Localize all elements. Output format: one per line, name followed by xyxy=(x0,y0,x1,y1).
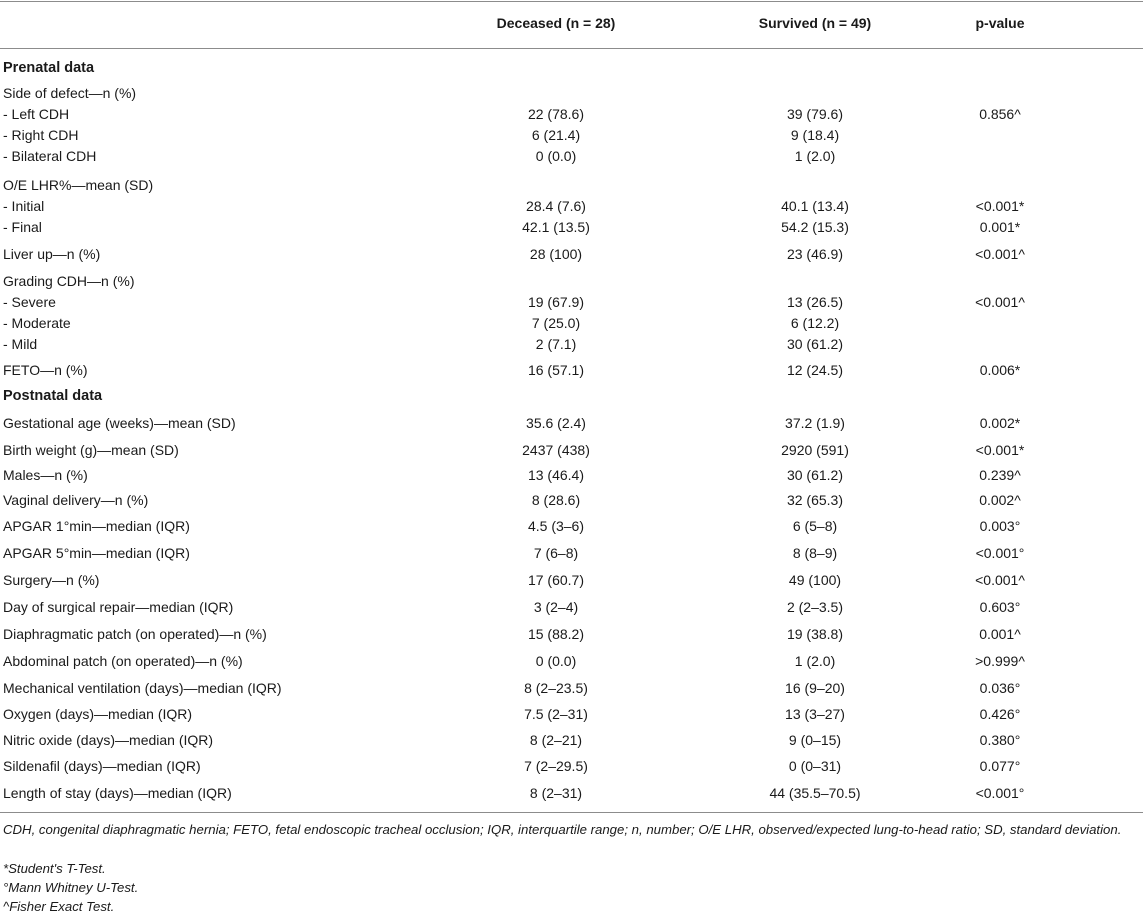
row-label: Day of surgical repair—median (IQR) xyxy=(3,599,234,615)
row-label: - Left CDH xyxy=(3,106,70,122)
cell-deceased: 7 (2–29.5) xyxy=(524,758,588,774)
row-label: APGAR 5°min—median (IQR) xyxy=(3,545,190,561)
footnote-student: *Student's T-Test. xyxy=(3,861,106,876)
cell-deceased: 3 (2–4) xyxy=(533,599,579,615)
cell-pvalue: 0.856^ xyxy=(979,106,1021,122)
row-label: Mechanical ventilation (days)—median (IQR) xyxy=(3,680,282,696)
cell-pvalue: <0.001^ xyxy=(975,572,1025,588)
row-label: Length of stay (days)—median (IQR) xyxy=(3,785,232,801)
cell-deceased: 15 (88.2) xyxy=(527,626,585,642)
row-label: - Right CDH xyxy=(3,127,79,143)
row-label: Diaphragmatic patch (on operated)—n (%) xyxy=(3,626,267,642)
cell-survived: 30 (61.2) xyxy=(786,336,844,352)
row-label: Side of defect—n (%) xyxy=(3,85,137,101)
cell-deceased: 28 (100) xyxy=(529,246,583,262)
cell-survived: 1 (2.0) xyxy=(794,653,836,669)
table-row xyxy=(0,412,1143,434)
cell-deceased: 6 (21.4) xyxy=(531,127,581,143)
table-row xyxy=(0,755,1143,777)
section-heading xyxy=(0,385,1143,407)
cell-deceased: 8 (2–23.5) xyxy=(524,680,588,696)
table-row xyxy=(0,124,1143,146)
table-row xyxy=(0,650,1143,672)
cell-deceased: 28.4 (7.6) xyxy=(526,198,586,214)
cell-survived: 19 (38.8) xyxy=(786,626,844,642)
cell-pvalue: 0.426° xyxy=(979,706,1021,722)
table-row xyxy=(0,782,1143,804)
cell-deceased: 19 (67.9) xyxy=(527,294,585,310)
table-row xyxy=(0,174,1143,196)
cell-survived: 23 (46.9) xyxy=(786,246,844,262)
table-row xyxy=(0,333,1143,355)
cell-pvalue: 0.603° xyxy=(979,599,1021,615)
cell-deceased: 8 (2–31) xyxy=(529,785,583,801)
cell-survived: 0 (0–31) xyxy=(788,758,842,774)
cell-survived: 44 (35.5–70.5) xyxy=(769,785,861,801)
cell-pvalue: 0.006* xyxy=(979,362,1021,378)
cell-survived: 9 (0–15) xyxy=(788,732,842,748)
cell-pvalue: 0.001* xyxy=(979,219,1021,235)
row-label: Gestational age (weeks)—mean (SD) xyxy=(3,415,236,431)
table-row xyxy=(0,291,1143,313)
cell-survived: 13 (3–27) xyxy=(785,706,845,722)
cell-pvalue: 0.003° xyxy=(979,518,1021,534)
cell-survived: 30 (61.2) xyxy=(786,467,844,483)
footnote-mann-whitney: °Mann Whitney U-Test. xyxy=(3,880,139,895)
row-label: - Final xyxy=(3,219,42,235)
table-row xyxy=(0,515,1143,537)
header-row xyxy=(0,12,1143,34)
row-label: Surgery—n (%) xyxy=(3,572,100,588)
cell-survived: 9 (18.4) xyxy=(790,127,840,143)
table-row xyxy=(0,270,1143,292)
row-label: Grading CDH—n (%) xyxy=(3,273,135,289)
table-row xyxy=(0,703,1143,725)
cell-deceased: 0 (0.0) xyxy=(535,653,577,669)
row-label: Abdominal patch (on operated)—n (%) xyxy=(3,653,243,669)
table-row xyxy=(0,489,1143,511)
footnote-abbreviations: CDH, congenital diaphragmatic hernia; FETO, fetal endoscopic tracheal occlusion; IQR, interquartile range; n, number; O/E LHR, observed/expected lung-to-head ratio; SD, standard deviation. xyxy=(3,822,1122,837)
table-row xyxy=(0,464,1143,486)
row-label: - Initial xyxy=(3,198,45,214)
table-row xyxy=(0,542,1143,564)
row-label: Sildenafil (days)—median (IQR) xyxy=(3,758,201,774)
header-survived: Survived (n = 49) xyxy=(758,15,872,31)
cell-deceased: 35.6 (2.4) xyxy=(526,415,586,431)
cell-pvalue: <0.001* xyxy=(975,442,1025,458)
table-row xyxy=(0,145,1143,167)
cell-pvalue: 0.001^ xyxy=(979,626,1021,642)
table-row xyxy=(0,82,1143,104)
cell-deceased: 2437 (438) xyxy=(522,442,590,458)
cell-survived: 2920 (591) xyxy=(781,442,849,458)
cell-deceased: 16 (57.1) xyxy=(527,362,585,378)
cell-survived: 40.1 (13.4) xyxy=(781,198,849,214)
row-label: FETO—n (%) xyxy=(3,362,88,378)
cell-pvalue: 0.380° xyxy=(979,732,1021,748)
section-label: Postnatal data xyxy=(3,388,103,404)
cell-deceased: 8 (2–21) xyxy=(529,732,583,748)
section-label: Prenatal data xyxy=(3,60,95,76)
table-row xyxy=(0,623,1143,645)
cell-deceased: 4.5 (3–6) xyxy=(527,518,585,534)
header-pvalue: p-value xyxy=(975,15,1025,31)
cell-pvalue: <0.001° xyxy=(975,785,1025,801)
cell-survived: 54.2 (15.3) xyxy=(781,219,849,235)
table-row xyxy=(0,243,1143,265)
cell-pvalue: 0.239^ xyxy=(979,467,1021,483)
cell-survived: 16 (9–20) xyxy=(785,680,845,696)
row-label: - Mild xyxy=(3,336,38,352)
cell-deceased: 2 (7.1) xyxy=(535,336,577,352)
table-row xyxy=(0,439,1143,461)
row-label: - Bilateral CDH xyxy=(3,148,97,164)
cell-pvalue: >0.999^ xyxy=(975,653,1025,669)
top-rule xyxy=(0,1,1143,2)
cell-deceased: 13 (46.4) xyxy=(527,467,585,483)
row-label: Oxygen (days)—median (IQR) xyxy=(3,706,193,722)
row-label: - Moderate xyxy=(3,315,71,331)
footnote-fisher: ^Fisher Exact Test. xyxy=(3,899,115,914)
cell-deceased: 8 (28.6) xyxy=(531,492,581,508)
cell-pvalue: 0.036° xyxy=(979,680,1021,696)
header-deceased: Deceased (n = 28) xyxy=(496,15,616,31)
row-label: O/E LHR%—mean (SD) xyxy=(3,177,154,193)
row-label: Vaginal delivery—n (%) xyxy=(3,492,149,508)
table-row xyxy=(0,729,1143,751)
row-label: APGAR 1°min—median (IQR) xyxy=(3,518,190,534)
table-row xyxy=(0,216,1143,238)
table-row xyxy=(0,677,1143,699)
table-row xyxy=(0,195,1143,217)
cell-survived: 39 (79.6) xyxy=(786,106,844,122)
cell-survived: 32 (65.3) xyxy=(786,492,844,508)
cell-survived: 6 (5–8) xyxy=(792,518,838,534)
row-label: Liver up—n (%) xyxy=(3,246,101,262)
cell-survived: 37.2 (1.9) xyxy=(785,415,845,431)
cell-deceased: 7.5 (2–31) xyxy=(524,706,588,722)
row-label: Nitric oxide (days)—median (IQR) xyxy=(3,732,214,748)
cell-pvalue: 0.002* xyxy=(979,415,1021,431)
cell-pvalue: <0.001^ xyxy=(975,246,1025,262)
cell-deceased: 17 (60.7) xyxy=(527,572,585,588)
cell-survived: 13 (26.5) xyxy=(786,294,844,310)
cell-deceased: 42.1 (13.5) xyxy=(522,219,590,235)
cell-deceased: 7 (6–8) xyxy=(533,545,579,561)
cell-pvalue: 0.077° xyxy=(979,758,1021,774)
cell-pvalue: <0.001° xyxy=(975,545,1025,561)
cell-survived: 1 (2.0) xyxy=(794,148,836,164)
section-heading xyxy=(0,57,1143,79)
row-label: Birth weight (g)—mean (SD) xyxy=(3,442,179,458)
table-row xyxy=(0,103,1143,125)
cell-survived: 2 (2–3.5) xyxy=(786,599,844,615)
table-row xyxy=(0,359,1143,381)
cell-pvalue: <0.001* xyxy=(975,198,1025,214)
cell-deceased: 7 (25.0) xyxy=(531,315,581,331)
row-label: - Severe xyxy=(3,294,56,310)
cell-survived: 12 (24.5) xyxy=(786,362,844,378)
bottom-rule xyxy=(0,812,1143,813)
table-row xyxy=(0,596,1143,618)
cell-deceased: 22 (78.6) xyxy=(527,106,585,122)
header-rule xyxy=(0,48,1143,49)
cell-survived: 8 (8–9) xyxy=(792,545,838,561)
table-row xyxy=(0,569,1143,591)
cell-deceased: 0 (0.0) xyxy=(535,148,577,164)
row-label: Males—n (%) xyxy=(3,467,88,483)
cell-survived: 6 (12.2) xyxy=(790,315,840,331)
cell-pvalue: <0.001^ xyxy=(975,294,1025,310)
cell-survived: 49 (100) xyxy=(788,572,842,588)
table-row xyxy=(0,312,1143,334)
cell-pvalue: 0.002^ xyxy=(979,492,1021,508)
